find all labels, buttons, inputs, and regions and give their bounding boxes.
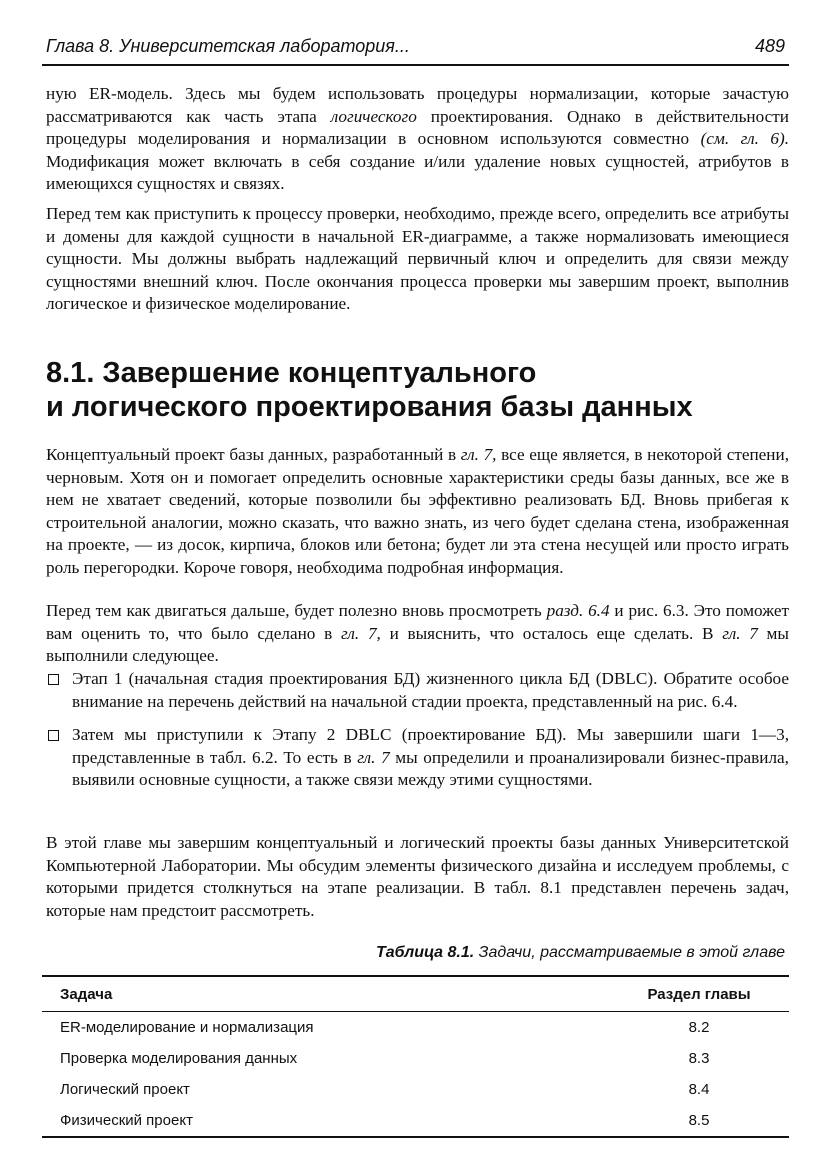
table-cell-task: Физический проект: [42, 1105, 609, 1137]
paragraph-2: Перед тем как приступить к процессу проверки, необходимо, прежде всего, определить все атрибуты и домены для каждой сущности в начальной ER-диаграмме, а также нормализовать имеющиеся сущности. Мы должны выбрать надлежащий первичный ключ и определить для связи между сущностями внешний ключ. После окончания процесса проверки мы завершим проект, выполнив логическое и физическое моделирование.: [46, 204, 789, 314]
table-cell-task: ER-моделирование и нормализация: [60, 1019, 314, 1036]
list-item-text-c: мы определили и проанализировали бизнес-правила, выявили основные сущности, а также связи между этими сущностями.: [72, 747, 789, 790]
table-row: [42, 1012, 789, 1044]
table-row: [42, 1105, 789, 1137]
paragraph-1-text-a: ную ER-модель. Здесь мы будем использовать процедуры нормализации, которые зачастую рассматриваются как часть этапа: [46, 84, 789, 126]
list-item-text-a: Затем мы приступили к Этапу 2 DBLC (проектирование БД). Мы завершили шаги 1—3, представленные в табл. 6.2. То есть в: [72, 725, 789, 767]
paragraph-4-text-a: Перед тем как двигаться дальше, будет полезно вновь просмотреть: [46, 601, 547, 620]
table-cell-section: 8.4: [688, 1081, 710, 1098]
table-row: [42, 1043, 789, 1074]
table-cell-task: Логический проект: [60, 1081, 190, 1098]
paragraph-1: [46, 83, 789, 196]
paragraph-4: [46, 600, 789, 668]
checkbox-bullet-icon: [48, 730, 59, 741]
paragraph-1-text-c: проектирования. Однако в действительности процедуры моделирования и нормализации в основном используются совместно: [46, 106, 789, 149]
running-header: [42, 34, 789, 66]
running-header-title: Глава 8. Университетская лаборатория...: [46, 36, 410, 56]
paragraph-4-reference-chapter: гл. 7,: [340, 623, 381, 643]
table-caption-text: Задачи, рассматриваемые в этой главе: [474, 944, 785, 961]
paragraph-4-text-e: и выяснить, что осталось еще сделать. В: [380, 623, 723, 643]
section-heading: [46, 356, 789, 424]
list-item: [46, 668, 789, 713]
paragraph-3-reference: гл. 7,: [460, 445, 497, 464]
checkbox-bullet-icon: [48, 674, 59, 685]
paragraph-4-reference-chapter-2: гл. 7: [722, 623, 758, 643]
list-item-text: [72, 725, 789, 789]
list-item-text: Этап 1 (начальная стадия проектирования БД) жизненного цикла БД (DBLC). Обратите особое внимание на перечень действий на начальной стадии проекта, представленный на рис. 6.4.: [72, 669, 789, 711]
list-item: [46, 724, 789, 792]
table-caption-label: Таблица 8.1.: [375, 944, 475, 961]
list-item-reference: гл. 7: [357, 747, 390, 767]
table-cell-section: 8.5: [609, 1105, 789, 1137]
paragraph-1-text-e: Модификация может включать в себя создание и/или удаление новых сущностей, атрибутов в имеющихся сущностях и связях.: [46, 151, 789, 194]
table-cell-task: Проверка моделирования данных: [60, 1050, 298, 1067]
column-header-section: Раздел главы: [609, 976, 789, 1012]
table-cell-section: 8.2: [688, 1019, 710, 1036]
paragraph-1-emphasis-logical: логического: [330, 106, 417, 126]
table-row: [42, 1074, 789, 1105]
paragraph-3-text-c: все еще является, в некоторой степени, черновым. Хотя он и помогает определить основные характеристики среды базы данных, все же в нем не хватает сведений, которые позволили бы эффективно реализовать БД. Вновь прибегая к строительной аналогии, можно сказать, что важно знать, из чего будет сделана стена, изображенная на проекте, — из досок, кирпича, блоков или бетона; будет ли эта стена несущей или просто играть роль перегородки. Короче говоря, необходима подробная информация.: [46, 445, 789, 577]
section-heading-line-1: 8.1. Завершение концептуального: [46, 357, 537, 389]
paragraph-1-reference: (см. гл. 6).: [700, 129, 789, 149]
paragraph-4-text-c: и рис. 6.3. Это поможет вам оценить то, что было сделано в: [46, 601, 789, 643]
column-header-task: Задача: [42, 976, 609, 1012]
table-header-row: [42, 976, 789, 1012]
paragraph-4-text-g: мы выполнили следующее.: [46, 623, 789, 666]
section-heading-line-2: и логического проектирования базы данных: [46, 391, 693, 423]
table-cell-section: 8.3: [688, 1050, 710, 1067]
paragraph-4-reference-section: разд. 6.4: [546, 601, 610, 620]
paragraph-3: [46, 444, 789, 580]
paragraph-5: В этой главе мы завершим концептуальный и логический проекты базы данных Университетской Компьютерной Лаборатории. Мы обсудим элементы физического дизайна и исследуем проблемы, с которыми придется столкнуться на этапе реализации. В табл. 8.1 представлен перечень задач, которые нам предстоит рассмотреть.: [46, 833, 789, 920]
page-number: 489: [754, 36, 785, 56]
paragraph-3-text-a: Концептуальный проект базы данных, разработанный в: [46, 445, 461, 464]
table-caption: [376, 944, 785, 962]
tasks-table: [42, 975, 789, 1138]
bullet-list: [46, 668, 789, 803]
